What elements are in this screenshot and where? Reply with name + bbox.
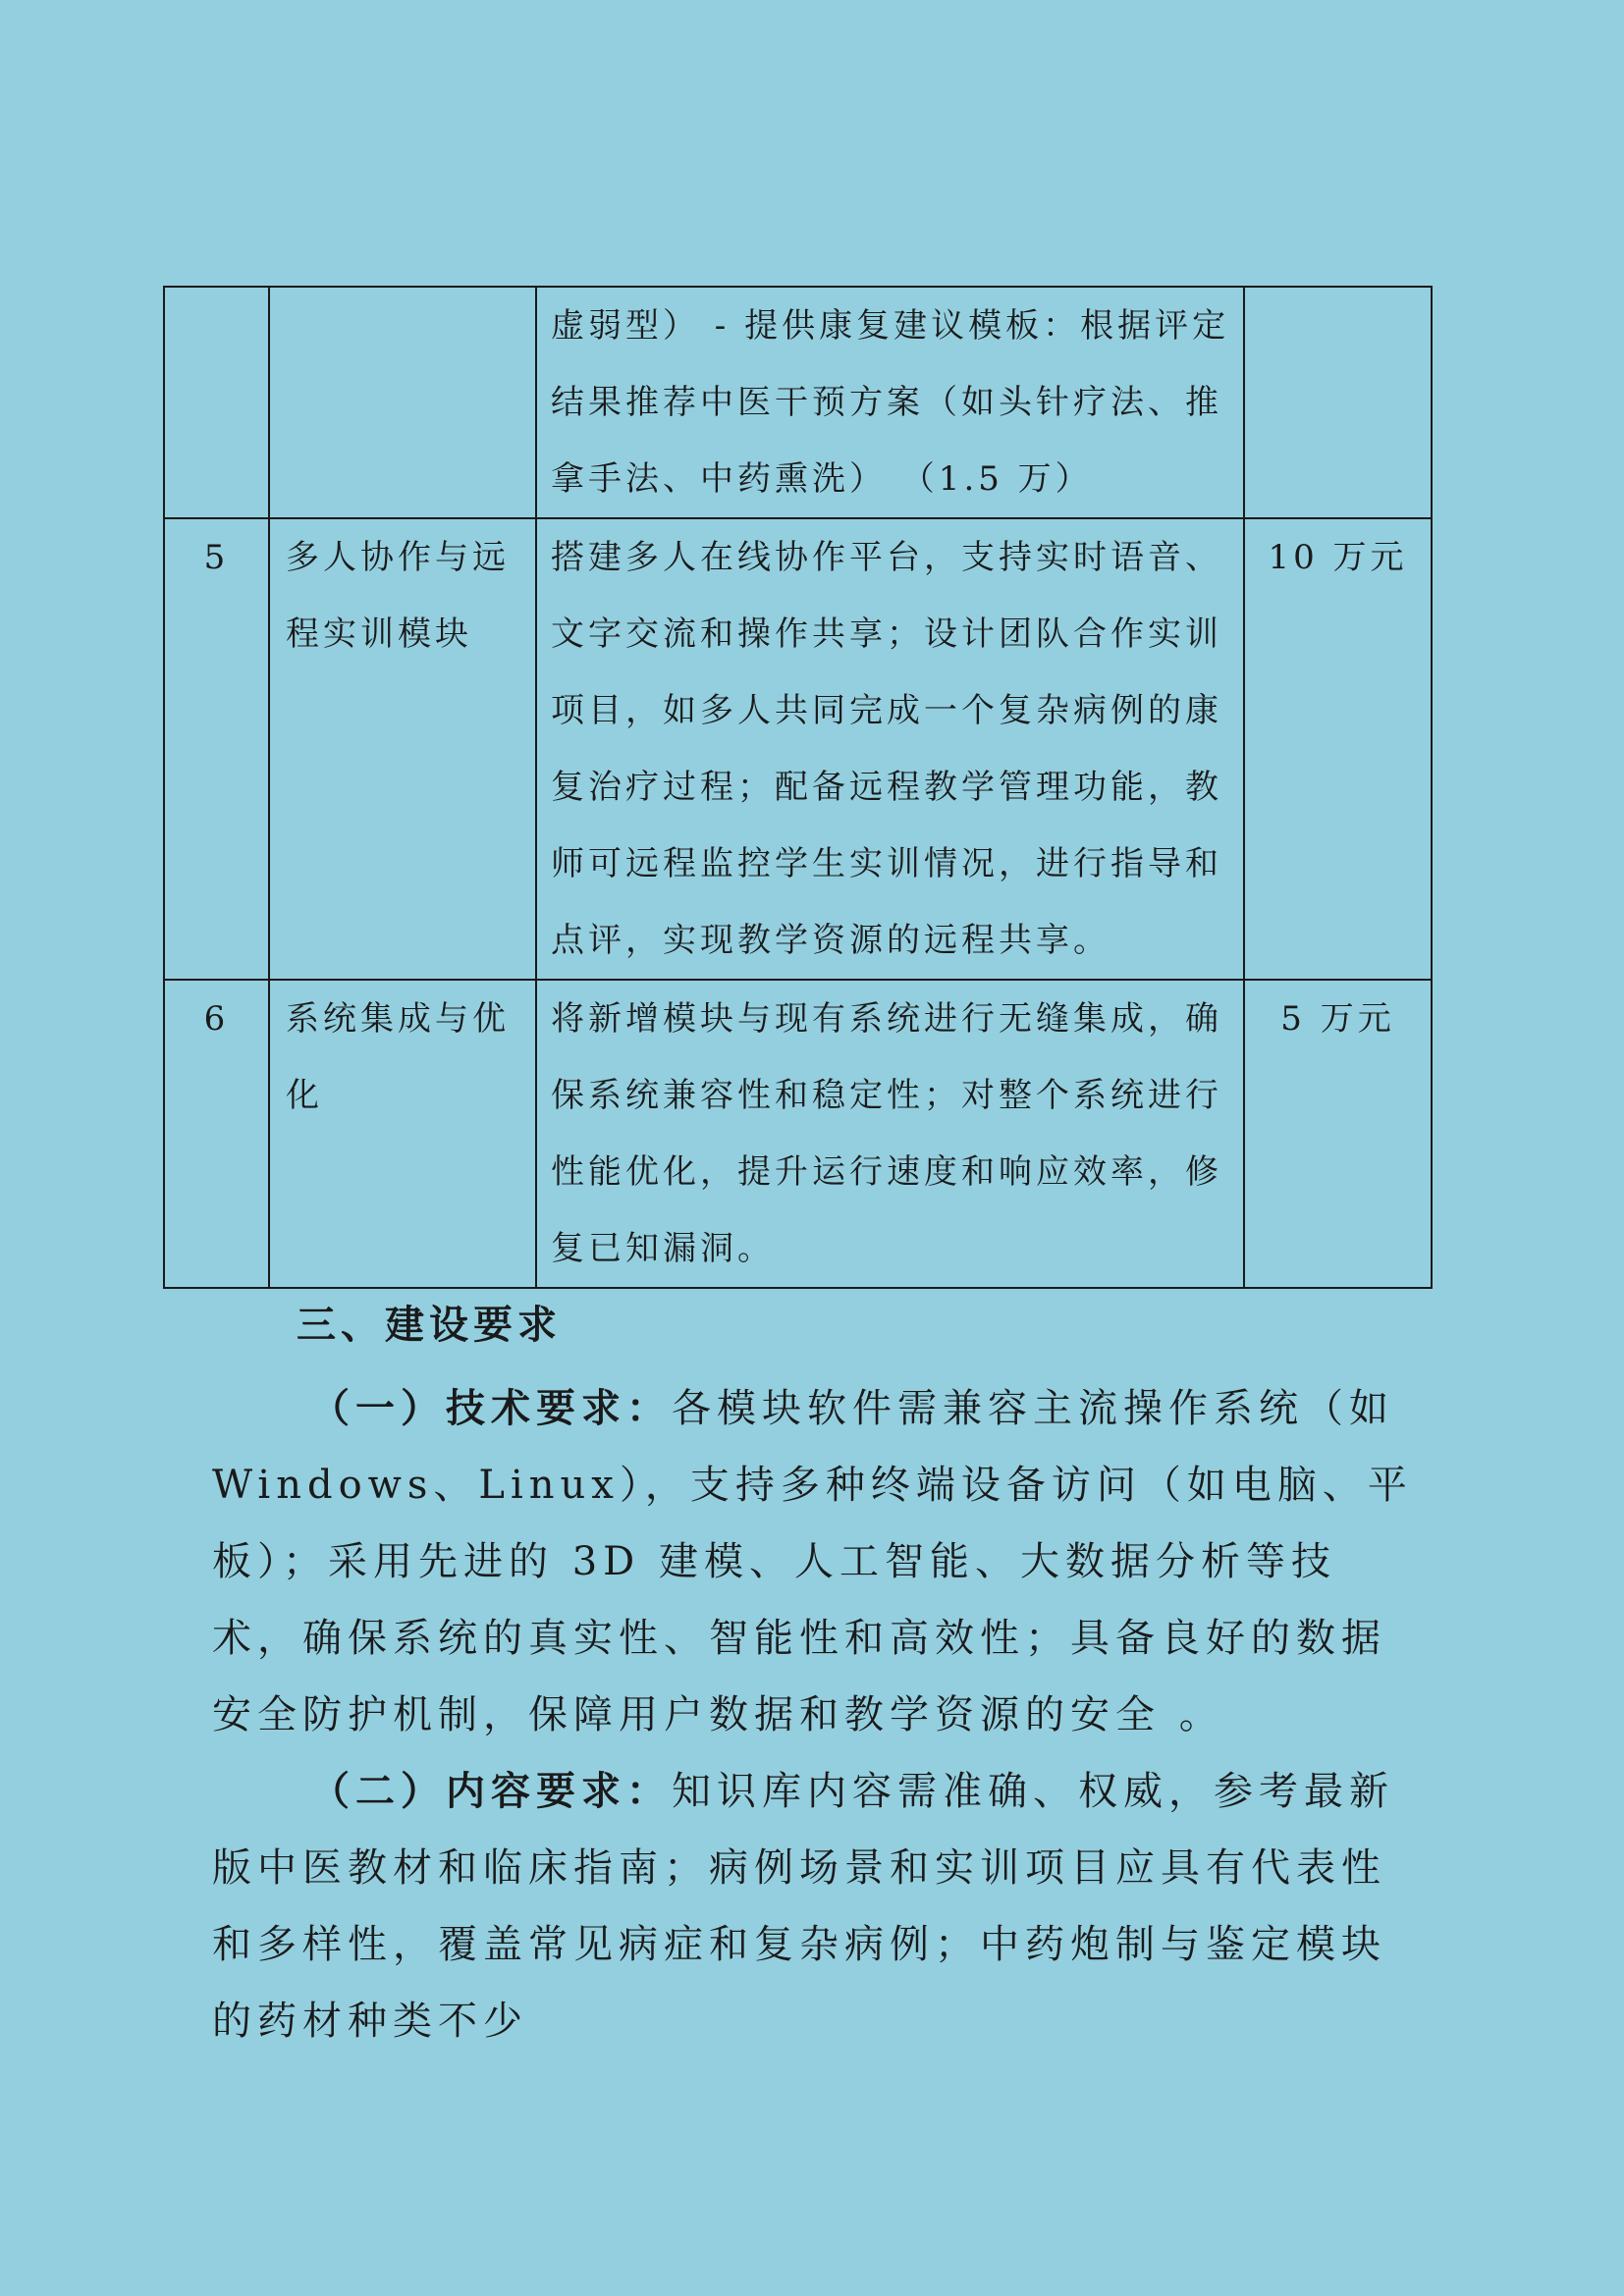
- module-cost: [1244, 287, 1432, 518]
- row-number: 5: [164, 518, 269, 980]
- section-heading: 三、建设要求: [297, 1303, 562, 1348]
- table-row: [164, 287, 1432, 518]
- row-number: 6: [164, 980, 269, 1288]
- paragraph-lead: （一）技术要求：: [310, 1386, 672, 1431]
- technical-requirements-paragraph: [212, 1370, 1420, 1753]
- module-name: 系统集成与优化: [269, 980, 536, 1288]
- module-description: 将新增模块与现有系统进行无缝集成，确保系统兼容性和稳定性；对整个系统进行性能优化，提升运行速度和响应效率，修复已知漏洞。: [536, 980, 1244, 1288]
- content-requirements-paragraph: [212, 1753, 1420, 2059]
- module-description: 搭建多人在线协作平台，支持实时语音、文字交流和操作共享；设计团队合作实训项目，如多人共同完成一个复杂病例的康复治疗过程；配备远程教学管理功能，教师可远程监控学生实训情况，进行指导和点评，实现教学资源的远程共享。: [536, 518, 1244, 980]
- row-number: [164, 287, 269, 518]
- paragraph-lead: （二）内容要求：: [310, 1769, 672, 1814]
- table-row: [164, 518, 1432, 980]
- paragraph-text: 各模块软件需兼容主流操作系统（如 Windows、Linux），支持多种终端设备访问（如电脑、平板）；采用先进的 3D 建模、人工智能、大数据分析等技术，确保系统的真实性、智能性和高效性；具备良好的数据安全防护机制，保障用户数据和教学资源的安全 。: [212, 1386, 1413, 1737]
- module-name: [269, 287, 536, 518]
- module-cost: 10 万元: [1244, 518, 1432, 980]
- table-row: [164, 980, 1432, 1288]
- module-cost: 5 万元: [1244, 980, 1432, 1288]
- paragraph-text: 知识库内容需准确、权威，参考最新版中医教材和临床指南；病例场景和实训项目应具有代表性和多样性，覆盖常见病症和复杂病例；中药炮制与鉴定模块的药材种类不少: [212, 1769, 1394, 2044]
- module-description: [536, 287, 1244, 518]
- module-description-text: 虚弱型） - 提供康复建议模板：根据评定结果推荐中医干预方案（如头针疗法、推拿手法、中药熏洗） （1.5 万）: [551, 306, 1230, 499]
- requirements-table: [163, 286, 1433, 1289]
- module-name: 多人协作与远程实训模块: [269, 518, 536, 980]
